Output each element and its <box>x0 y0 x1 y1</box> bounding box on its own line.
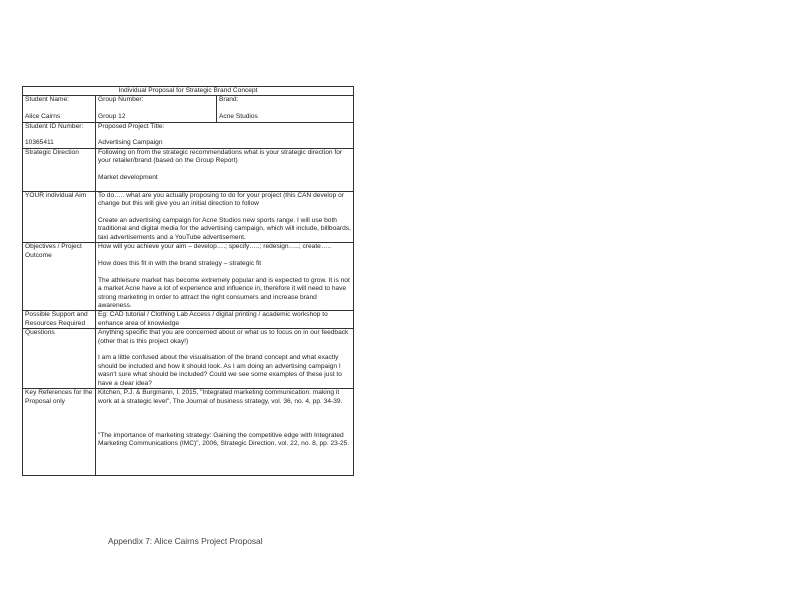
table-row <box>23 389 354 476</box>
project-title-label: Proposed Project Title: <box>98 122 165 130</box>
support-label: Possible Support and Resources Required <box>23 311 96 329</box>
reference-1: Kitchen, P.J. & Burgmann, I. 2015, "Integrated marketing communication: making it work at a strategic level", The Journal of business strategy, vol. 36, no. 4, pp. 34-39. <box>98 389 343 405</box>
objectives-prompt-2: How does this fit in with the brand strategy – strategic fit <box>98 260 262 268</box>
objectives-answer: The athleisure market has become extremely popular and is expected to grow. It is not a market Acne have a lot of experience and influence in, therefore it will need to have strong marketing in order to attract the right consumers and increase brand awareness. <box>98 276 350 310</box>
student-name-cell <box>23 96 96 122</box>
student-name-label: Student Name: <box>25 96 69 104</box>
questions-label: Questions <box>23 329 96 389</box>
title-row <box>23 87 354 96</box>
student-name-value: Alice Cairns <box>25 113 61 121</box>
table-row <box>23 243 354 311</box>
project-title-cell <box>96 122 354 148</box>
strategic-direction-cell <box>96 148 354 191</box>
reference-2: "The importance of marketing strategy: Gaining the competitive edge with Integrated Marketing Communications (IMC)", 2006, Strategic Direction, vol. 22, no. 8, pp. 23-25. <box>98 431 350 448</box>
support-text: Eg: CAD tutorial / Clothing Lab Access / digital printing / academic workshop to enhance area of knowledge <box>96 311 354 329</box>
table-title: Individual Proposal for Strategic Brand Concept <box>23 87 354 96</box>
references-label: Key References for the Proposal only <box>23 389 96 476</box>
appendix-caption: Appendix 7: Alice Cairns Project Proposal <box>108 536 263 546</box>
table-row <box>23 191 354 242</box>
student-id-label: Student ID Number: <box>25 122 84 130</box>
brand-label: Brand: <box>219 96 239 104</box>
student-id-value: 10365411 <box>25 139 54 147</box>
group-number-value: Group 12 <box>98 113 126 121</box>
proposal-table <box>22 86 354 476</box>
strategic-direction-label: Strategic Direction <box>23 148 96 191</box>
table-row <box>23 122 354 148</box>
brand-value: Acne Studios <box>219 113 258 121</box>
table-row <box>23 96 354 122</box>
table-row <box>23 311 354 329</box>
group-number-cell <box>96 96 217 122</box>
strategic-direction-prompt: Following on from the strategic recommendations what is your strategic direction for your retailer/brand (based on the Group Report) <box>98 148 343 165</box>
references-cell <box>96 389 354 476</box>
objectives-label: Objectives / Project Outcome <box>23 243 96 311</box>
table-row <box>23 148 354 191</box>
brand-cell <box>217 96 354 122</box>
strategic-direction-answer: Market development <box>98 174 158 182</box>
individual-aim-answer: Create an advertising campaign for Acne Studios new sports range. I will use both traditional and digital media for the advertising campaign, which will include, billboards, taxi advertisements and a YouTube advertisement. <box>98 217 351 241</box>
student-id-cell <box>23 122 96 148</box>
group-number-label: Group Number: <box>98 96 144 104</box>
individual-aim-cell <box>96 191 354 242</box>
individual-aim-label: YOUR individual Aim <box>23 191 96 242</box>
individual-aim-prompt: To do….. what are you actually proposing to do for your project (this CAN develop or change but this will give you an initial direction to follow <box>98 191 344 208</box>
questions-answer: I am a little confused about the visualisation of the brand concept and what exactly should be included and how it should look. As I am doing an advertising campaign I wasn't sure what should be included? Could we see some examples of these just to have a clear idea? <box>98 354 342 387</box>
questions-cell <box>96 329 354 389</box>
table-row <box>23 329 354 389</box>
project-title-value: Advertising Campaign <box>98 139 163 147</box>
objectives-prompt-1: How will you achieve your aim – develop….; specify…..; redesign…..; create….. <box>98 243 332 251</box>
questions-prompt: Anything specific that you are concerned about or what us to focus on in our feedback (other that is this project okay!) <box>98 329 349 345</box>
objectives-cell <box>96 243 354 311</box>
